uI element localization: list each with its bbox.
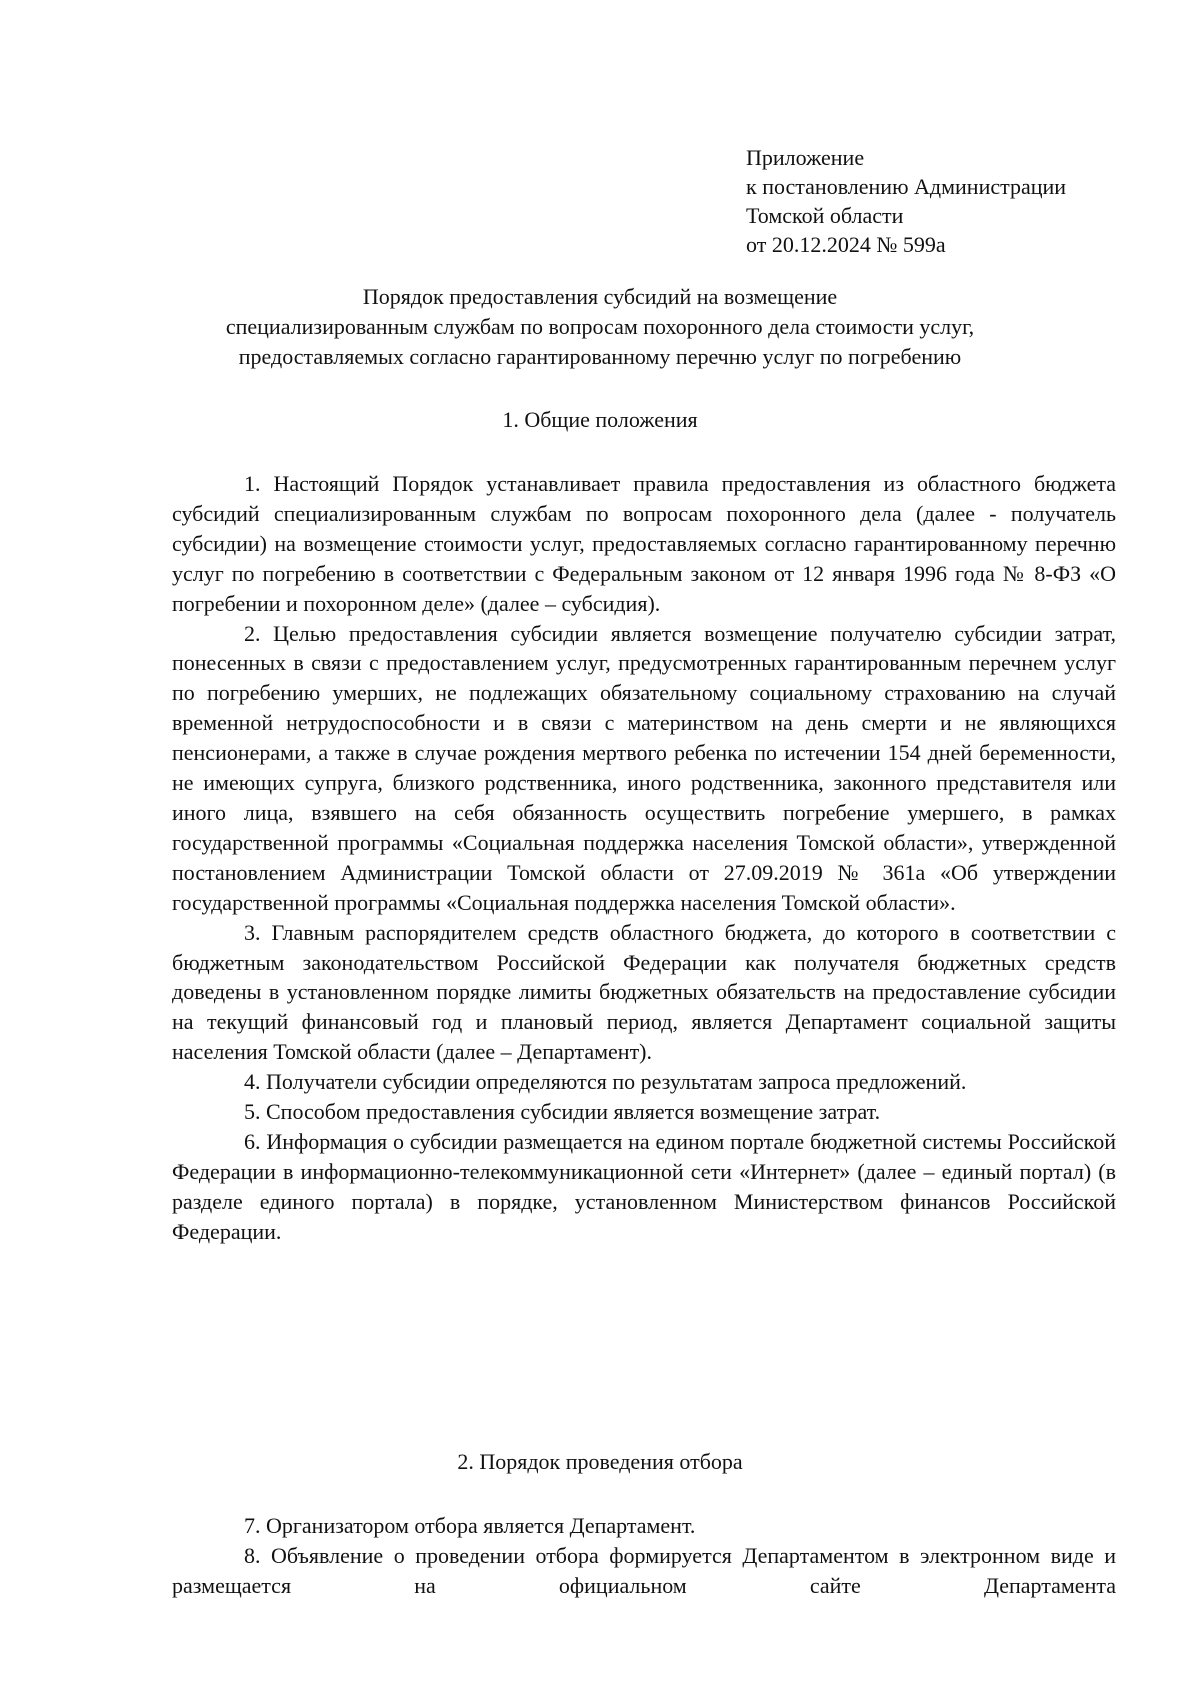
paragraph-5: 5. Способом предоставления субсидии является возмещение затрат. (244, 1099, 881, 1125)
paragraph-2: 2. Целью предоставления субсидии является возмещение получателю субсидии затрат, понесенных в связи с предоставлением услуг, предусмотренных гарантированным перечнем услуг по погребению умерших, не подлежащих обязательному социальному страхованию на случай временной нетрудоспособности и в связи с материнством на день смерти и не являющихся пенсионерами, а также в случае рождения мертвого ребенка по истечении 154 дней беременности, не имеющих супруга, близкого родственника, иного родственника, законного представителя или иного лица, взявшего на себя обязанность осуществить погребение умершего, в рамках государственной программы «Социальная поддержка населения Томской области», утвержденной постановлением Администрации Томской области от 27.09.2019 № 361а «Об утверждении государственной программы «Социальная поддержка населения Томской области». (172, 620, 1116, 915)
appendix-reference: к постановлению Администрации (746, 174, 1067, 199)
appendix-region: Томской области (746, 203, 904, 228)
paragraph-1: 1. Настоящий Порядок устанавливает правила предоставления из областного бюджета субсидий специализированным службам по вопросам похоронного дела (далее - получатель субсидии) на возмещение стоимости услуг, предоставляемых согласно гарантированному перечню услуг по погребению в соответствии с Федеральным законом от 12 января 1996 года № 8-ФЗ «О погребении и похоронном деле» (далее – субсидия). (172, 471, 1116, 616)
section-body-selection (172, 1511, 1116, 1601)
paragraph-7: 7. Организатором отбора является Департамент. (244, 1513, 696, 1538)
paragraph-3: 3. Главным распорядителем средств областного бюджета, до которого в соответствии с бюджетным законодательством Российской Федерации как получателя бюджетных средств доведены в установленном порядке лимиты бюджетных обязательств на предоставление субсидии на текущий финансовый год и плановый период, является Департамент социальной защиты населения Томской области (далее – Департамент). (172, 919, 1116, 1065)
document-title (150, 282, 1050, 372)
paragraph-4: 4. Получатели субсидии определяются по результатам запроса предложений. (244, 1069, 967, 1095)
section-body-general (172, 469, 1116, 1247)
appendix-label: Приложение (746, 145, 865, 170)
title-line-2: специализированным службам по вопросам похоронного дела стоимости услуг, (225, 314, 975, 339)
appendix-date-number: от 20.12.2024 № 599а (746, 232, 946, 257)
appendix-header (746, 143, 1066, 259)
title-line-3: предоставляемых согласно гарантированному перечню услуг по погребению (238, 344, 962, 369)
paragraph-6: 6. Информация о субсидии размещается на едином портале бюджетной системы Российской Федерации в информационно-телекоммуникационной сети «Интернет» (далее – единый портал) (в разделе единого портала) в порядке, установленном Министерством финансов Российской Федерации. (172, 1128, 1116, 1244)
paragraph-8: 8. Объявление о проведении отбора формируется Департаментом в электронном виде и размещается на официальном сайте Департамента (172, 1542, 1116, 1598)
section-heading-selection: 2. Порядок проведения отбора (457, 1449, 743, 1474)
section-heading-general: 1. Общие положения (502, 407, 698, 432)
title-line-1: Порядок предоставления субсидий на возмещение (362, 284, 838, 309)
